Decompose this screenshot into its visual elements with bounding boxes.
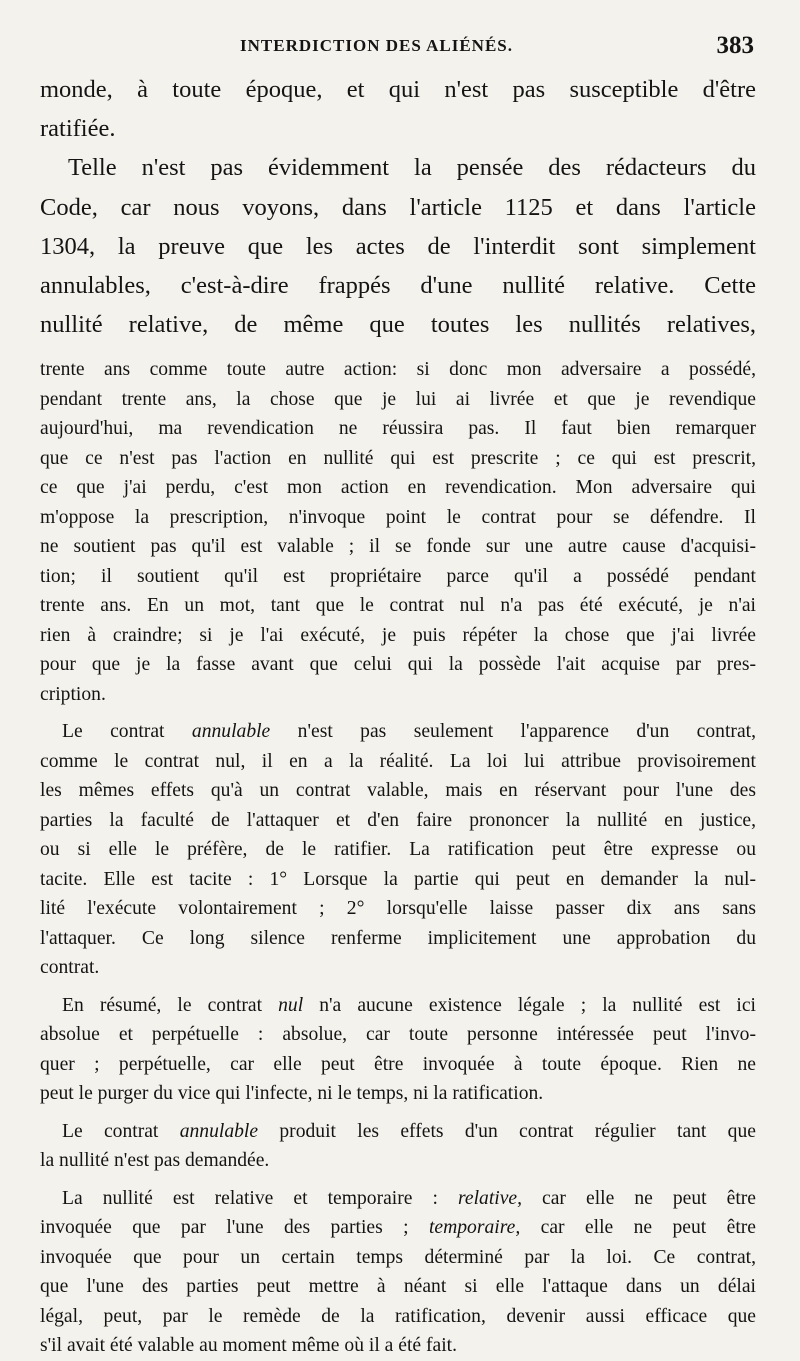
text-line: absolue et perpétuelle : absolue, car toute personne intéressée peut l'invo- xyxy=(40,1024,756,1046)
text-line: 1304, la preuve que les actes de l'interdit sont simplement xyxy=(40,232,756,260)
text-line: cription. xyxy=(40,683,106,705)
text-line: En résumé, le contrat nul n'a aucune existence légale ; la nullité est ici xyxy=(62,994,756,1016)
text-line: contrat. xyxy=(40,957,100,979)
text-line: comme le contrat nul, il en a la réalité. La loi lui attribue provisoirement xyxy=(40,750,756,772)
page-number: 383 xyxy=(716,32,754,59)
text-line: monde, à toute époque, et qui n'est pas susceptible d'être xyxy=(40,76,756,103)
emphasis: annulable xyxy=(191,721,271,743)
text-line: trente ans comme toute autre action: si donc mon adversaire a possédé, xyxy=(40,359,756,381)
emphasis: nul xyxy=(278,994,304,1016)
text-line: pendant trente ans, la chose que je lui ai livrée et que je revendique xyxy=(40,388,756,410)
text-line: tacite. Elle est tacite : 1° Lorsque la partie qui peut en demander la nul- xyxy=(40,868,756,890)
running-title: INTERDICTION DES ALIÉNÉS. xyxy=(240,36,513,55)
text-line: quer ; perpétuelle, car elle peut être invoquée à toute époque. Rien ne xyxy=(40,1053,756,1075)
text-line: ne soutient pas qu'il est valable ; il se fonde sur une autre cause d'acquisi- xyxy=(40,536,756,558)
text-line: ratifiée. xyxy=(40,115,116,143)
text-line: pour que je la fasse avant que celui qui la possède l'ait acquise par pres- xyxy=(40,654,756,676)
text-line: Le contrat annulable produit les effets d'un contrat régulier tant que xyxy=(62,1120,756,1142)
text-line: invoquée que pour un certain temps déterminé par la loi. Ce contrat, xyxy=(40,1246,756,1268)
text-line: annulables, c'est-à-dire frappés d'une nullité relative. Cette xyxy=(40,272,756,300)
text-line: rien à craindre; si je l'ai exécuté, je puis répéter la chose que j'ai livrée xyxy=(40,624,756,646)
text-line: parties la faculté de l'attaquer et d'en faire prononcer la nullité en justice, xyxy=(40,809,756,831)
text-line: trente ans. En un mot, tant que le contrat nul n'a pas été exécuté, je n'ai xyxy=(40,595,756,617)
text-line: aujourd'hui, ma revendication ne réussira pas. Il faut bien remarquer xyxy=(40,418,756,440)
text-line: m'oppose la prescription, n'invoque point le contrat pour se défendre. Il xyxy=(40,506,756,528)
text-line: lité l'exécute volontairement ; 2° lorsqu'elle laisse passer dix ans sans xyxy=(40,898,756,920)
emphasis: relative, xyxy=(457,1187,522,1209)
text-line: légal, peut, par le remède de la ratification, devenir aussi efficace que xyxy=(40,1305,756,1327)
text-line: Le contrat annulable n'est pas seulement l'apparence d'un contrat, xyxy=(62,721,756,743)
emphasis: temporaire, xyxy=(428,1217,521,1239)
emphasis: annulable xyxy=(179,1120,259,1142)
text-line: que l'une des parties peut mettre à néant si elle l'attaque dans un délai xyxy=(40,1276,756,1298)
text-line: Code, car nous voyons, dans l'article 1125 et dans l'article xyxy=(40,193,756,221)
text-line: peut le purger du vice qui l'infecte, ni le temps, ni la ratification. xyxy=(40,1083,544,1105)
text-line: les mêmes effets qu'à un contrat valable, mais en réservant pour l'une des xyxy=(40,780,756,802)
text-line: ce que j'ai perdu, c'est mon action en revendication. Mon adversaire qui xyxy=(40,477,756,499)
text-line: invoquée que par l'une des parties ; temporaire, car elle ne peut être xyxy=(40,1217,756,1239)
main-text xyxy=(40,70,756,344)
text-line: nullité relative, de même que toutes les nullités relatives, xyxy=(40,311,756,339)
text-line: ou si elle le préfère, de le ratifier. La ratification peut être expresse ou xyxy=(40,839,756,861)
text-line: s'il avait été valable au moment même où il a été fait. xyxy=(40,1335,458,1357)
text-line: l'attaquer. Ce long silence renferme implicitement une approbation du xyxy=(40,927,756,949)
page-header xyxy=(40,30,756,70)
text-line: la nullité n'est pas demandée. xyxy=(40,1150,270,1172)
text-line: La nullité est relative et temporaire : relative, car elle ne peut être xyxy=(62,1187,756,1209)
text-line: Telle n'est pas évidemment la pensée des rédacteurs du xyxy=(68,154,756,182)
note-text xyxy=(40,355,756,1361)
text-line: que ce n'est pas l'action en nullité qui est prescrite ; ce qui est prescrit, xyxy=(40,447,756,469)
text-line: tion; il soutient qu'il est propriétaire parce qu'il a possédé pendant xyxy=(40,565,756,587)
